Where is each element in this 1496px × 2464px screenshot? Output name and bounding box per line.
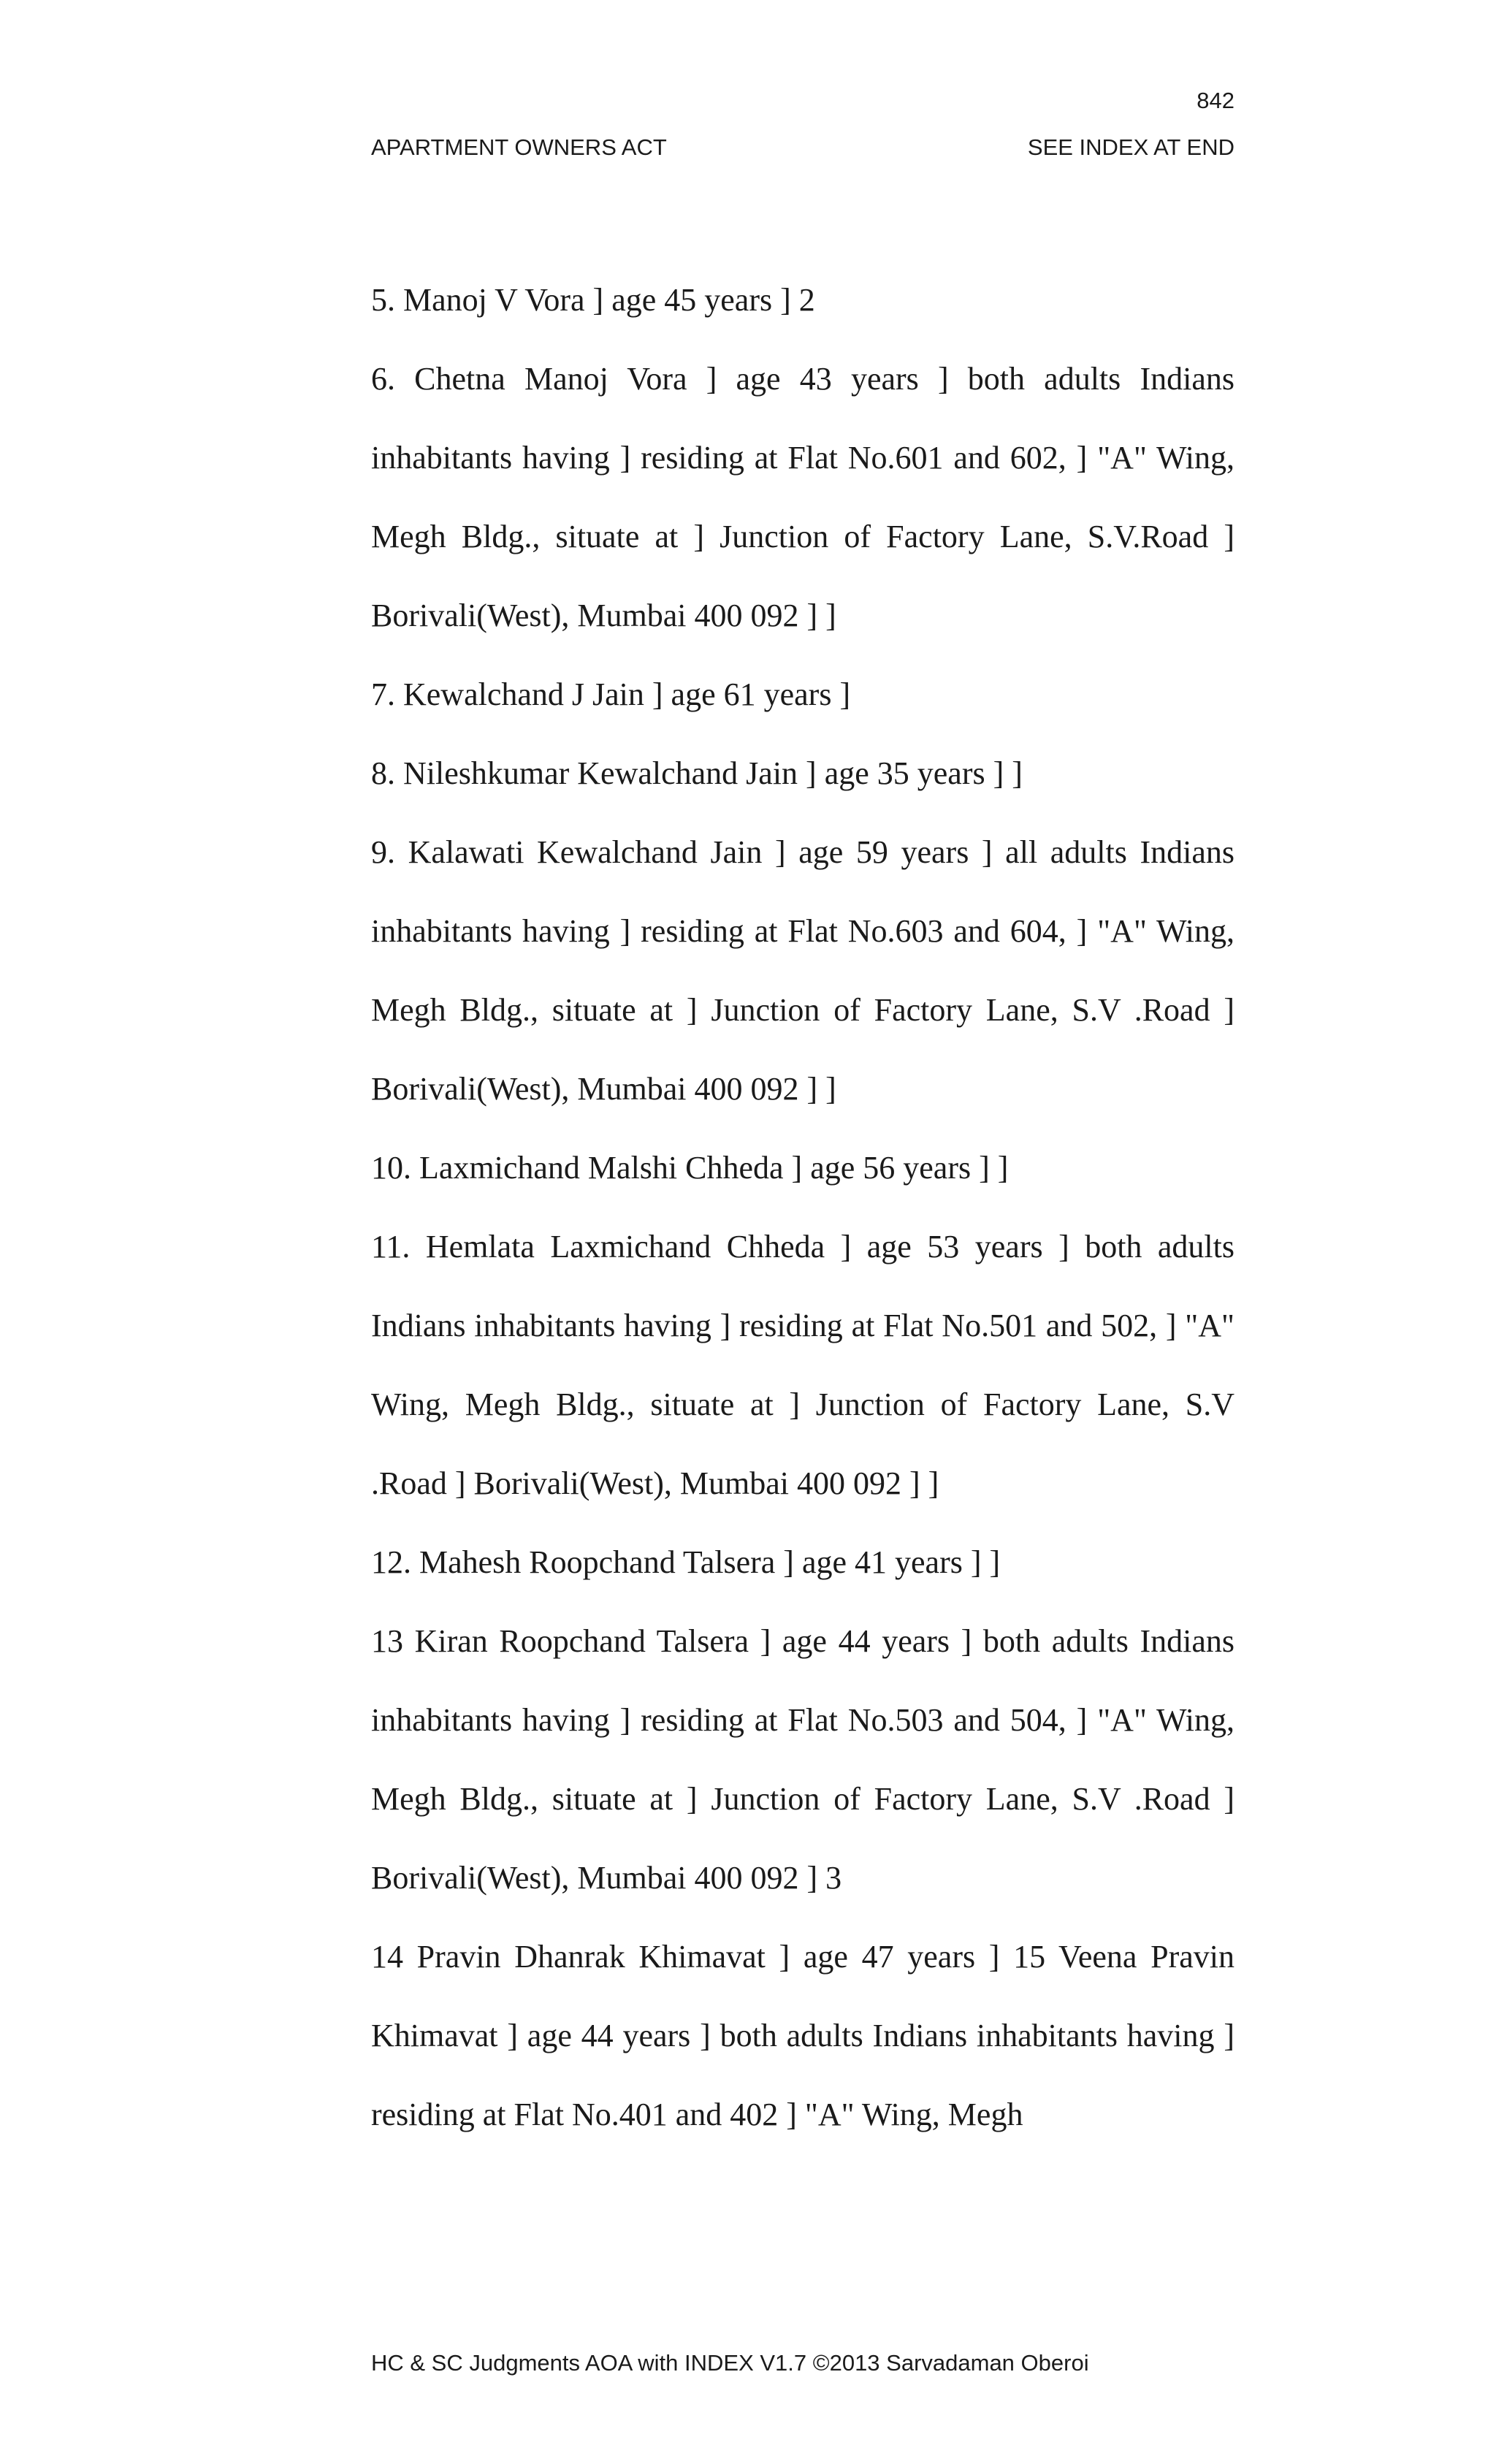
header-right-title: SEE INDEX AT END	[1027, 134, 1234, 160]
paragraph-7: 7. Kewalchand J Jain ] age 61 years ]	[371, 676, 851, 712]
header-left-title: APARTMENT OWNERS ACT	[371, 134, 667, 160]
paragraph-11: 11. Hemlata Laxmichand Chheda ] age 53 years ] both adults Indians inhabitants having ] residing at Flat No.501 and 502, ] "A" Wing, Megh Bldg., situate at ] Junction of Factory Lane, S.V .Road ] Borivali(West), Mumbai 400 092 ] ]	[371, 1229, 1234, 1501]
paragraph-12: 12. Mahesh Roopchand Talsera ] age 41 years ] ]	[371, 1544, 1001, 1580]
paragraph-9: 9. Kalawati Kewalchand Jain ] age 59 years ] all adults Indians inhabitants having ] residing at Flat No.603 and 604, ] "A" Wing, Megh Bldg., situate at ] Junction of Factory Lane, S.V .Road ] Borivali(West), Mumbai 400 092 ] ]	[371, 834, 1234, 1107]
paragraph-10: 10. Laxmichand Malshi Chheda ] age 56 years ] ]	[371, 1150, 1009, 1186]
page-number: 842	[1197, 88, 1234, 113]
header-row	[371, 133, 1234, 162]
paragraph-13: 13 Kiran Roopchand Talsera ] age 44 years ] both adults Indians inhabitants having ] residing at Flat No.503 and 504, ] "A" Wing, Megh Bldg., situate at ] Junction of Factory Lane, S.V .Road ] Borivali(West), Mumbai 400 092 ] 3	[371, 1623, 1234, 1896]
page-header	[371, 86, 1234, 162]
page-footer	[371, 2349, 1234, 2378]
paragraph-14: 14 Pravin Dhanrak Khimavat ] age 47 years ] 15 Veena Pravin Khimavat ] age 44 years ] both adults Indians inhabitants having ] residing at Flat No.401 and 402 ] "A" Wing, Megh	[371, 1939, 1234, 2132]
document-body	[371, 261, 1234, 2154]
footer-text: HC & SC Judgments AOA with INDEX V1.7 ©2013 Sarvadaman Oberoi	[371, 2350, 1089, 2376]
paragraph-5: 5. Manoj V Vora ] age 45 years ] 2	[371, 282, 815, 318]
paragraph-6: 6. Chetna Manoj Vora ] age 43 years ] both adults Indians inhabitants having ] residing at Flat No.601 and 602, ] "A" Wing, Megh Bldg., situate at ] Junction of Factory Lane, S.V.Road ] Borivali(West), Mumbai 400 092 ] ]	[371, 361, 1234, 633]
paragraph-8: 8. Nileshkumar Kewalchand Jain ] age 35 years ] ]	[371, 755, 1023, 791]
